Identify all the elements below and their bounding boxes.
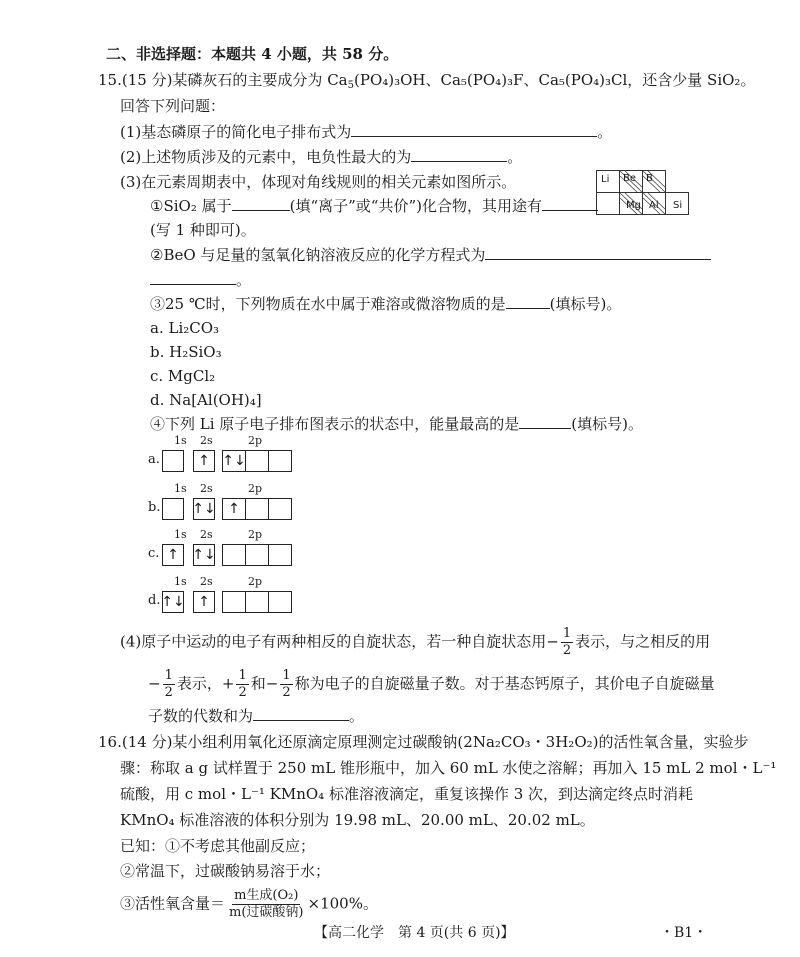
pt-b: B <box>646 173 653 184</box>
orbital-1s <box>162 450 184 472</box>
label-2s: 2s <box>200 528 213 541</box>
q15-p31-a: ①SiO₂ 属于 <box>150 197 232 215</box>
option-b: b. H₂SiO₃ <box>150 343 222 361</box>
q16-l1: (14 分)某小组利用氧化还原滴定原理测定过碳酸钠(2Na₂CO₃・3H₂O₂)的活性氧含量，实验步 <box>121 733 749 751</box>
q15-p34-hint: (填标号)。 <box>571 415 644 433</box>
label-1s: 1s <box>174 575 187 588</box>
q15-p33-hint: (填标号)。 <box>549 295 622 313</box>
paper-code: ・B1・ <box>660 925 708 941</box>
q15-p2-text: (2)上述物质涉及的元素中，电负性最大的为 <box>120 148 412 166</box>
orbital-2p-box <box>268 591 292 613</box>
orbital-2p-box <box>222 544 246 566</box>
q15-p32-text: ②BeO 与足量的氢氧化钠溶液反应的化学方程式为 <box>150 246 486 264</box>
q15-p4-b: 表示，与之相反的用 <box>575 632 711 651</box>
label-2s: 2s <box>200 482 213 495</box>
pt-mg: Mg <box>626 200 641 211</box>
q15-number: 15. <box>98 71 122 89</box>
orbital-1s: ↑↓ <box>162 591 184 613</box>
minus-sign: − <box>265 674 279 693</box>
fraction-half <box>163 668 175 701</box>
answer-blank[interactable] <box>519 414 571 429</box>
orbital-2p-box <box>245 450 269 472</box>
orbital-2p-box: ↑↓ <box>222 450 246 472</box>
periodic-table-fragment <box>596 170 692 216</box>
orbital-1s: ↑ <box>162 544 184 566</box>
q15-part3-1 <box>150 196 598 216</box>
label-2p: 2p <box>248 482 263 495</box>
orbital-2p <box>222 544 294 566</box>
option-d: d. Na[Al(OH)₄] <box>150 391 262 409</box>
label-2p: 2p <box>248 434 263 447</box>
q15-stem: 15.(15 分)某磷灰石的主要成分为 $Ca_5(PO_4)_3OH$、Ca₅(PO₄)₃F、Ca₅(PO₄)₃Cl，还含少量 SiO₂。 <box>98 71 756 91</box>
q15-part3-1c: (写 1 种即可)。 <box>150 221 256 239</box>
orbital-2s: ↑↓ <box>193 498 215 520</box>
orbital-diagram-0 <box>148 434 298 474</box>
answer-blank[interactable] <box>411 147 507 162</box>
orbital-2p-box: ↑ <box>222 498 246 520</box>
orbital-2p-box <box>245 591 269 613</box>
q15-part4-line1 <box>120 626 710 659</box>
pt-cell-empty <box>596 192 620 215</box>
frac-num: 1 <box>562 626 572 641</box>
q16-number: 16. <box>98 733 122 751</box>
q15-p4-a: (4)原子中运动的电子有两种相反的自旋状态，若一种自旋状态用 <box>120 632 547 651</box>
frac-num: 1 <box>282 668 291 683</box>
q15-part4-line2 <box>148 668 715 701</box>
section-title: 二、非选择题：本题共 4 小题，共 58 分。 <box>106 45 399 63</box>
frac-num: 1 <box>238 668 247 683</box>
label-2s: 2s <box>200 434 213 447</box>
label-2s: 2s <box>200 575 213 588</box>
pt-cell-li <box>596 170 620 193</box>
pt-al: Al <box>649 200 659 211</box>
answer-blank[interactable] <box>542 196 598 211</box>
pt-cell-si <box>665 192 689 215</box>
orbital-2p <box>222 450 294 472</box>
orbital-2p-box <box>268 544 292 566</box>
answer-blank[interactable] <box>485 245 711 260</box>
q16-known-3 <box>120 888 378 921</box>
q15-p4-c: 表示， <box>176 674 222 693</box>
fraction-half <box>280 668 292 701</box>
fraction-half <box>236 668 248 701</box>
orbital-2s: ↑ <box>193 450 215 472</box>
frac-den: 2 <box>282 685 291 700</box>
q16-k3-a: ③活性氧含量＝ <box>120 894 226 913</box>
diagram-label: c. <box>148 546 160 561</box>
q15-part3-2-cont: 。 <box>150 270 251 290</box>
label-1s: 1s <box>174 482 187 495</box>
pt-cell-b <box>642 170 666 193</box>
q15-score: (15 分) <box>121 71 173 89</box>
q15-part1: (1)基态磷原子的简化电子排布式为 。 <box>120 123 613 141</box>
pt-si: Si <box>673 200 683 211</box>
label-1s: 1s <box>174 528 187 541</box>
orbital-diagram-2 <box>148 528 298 568</box>
pt-cell-be <box>619 170 643 193</box>
orbital-diagram-3 <box>148 575 298 615</box>
q16-line1 <box>98 732 749 752</box>
answer-blank[interactable] <box>232 196 290 211</box>
q15-part4-line3: 子数的代数和为 。 <box>148 707 365 725</box>
q15-part2: (2)上述物质涉及的元素中，电负性最大的为 。 <box>120 148 523 166</box>
frac-num: 1 <box>164 668 173 683</box>
q15-part3-4 <box>150 414 643 434</box>
q15-formula: (PO₄)₃OH、Ca₅(PO₄)₃F、Ca₅(PO₄)₃Cl，还含少量 SiO₂。 <box>354 71 756 89</box>
orbital-2p-box <box>222 591 246 613</box>
q15-p4-e: 称为电子的自旋磁量子数。对于基态钙原子，其价电子自旋磁量 <box>294 674 715 693</box>
answer-blank[interactable] <box>253 706 349 721</box>
option-a: a. Li₂CO₃ <box>150 319 220 337</box>
q16-line2: 骤：称取 a g 试样置于 250 mL 锥形瓶中，加入 60 mL 水使之溶解；再加入 15 mL 2 mol・L⁻¹ <box>120 759 777 777</box>
q15-prompt: 回答下列问题： <box>120 97 226 115</box>
pt-cell-al <box>642 192 666 215</box>
orbital-diagram-1 <box>148 482 298 522</box>
frac-denominator: m(过碳酸钠) <box>229 905 304 920</box>
q16-k3-b: ×100%。 <box>307 894 378 913</box>
q15-stem-text: 某磷灰石的主要成分为 Ca <box>172 71 348 89</box>
q15-p4-d: 和 <box>250 674 266 693</box>
frac-den: 2 <box>164 685 173 700</box>
q15-p34-text: ④下列 Li 原子电子排布图表示的状态中，能量最高的是 <box>150 415 520 433</box>
q15-part3-2 <box>150 245 711 265</box>
label-2p: 2p <box>248 528 263 541</box>
orbital-2s: ↑↓ <box>193 544 215 566</box>
page-footer: 【高二化学 第 4 页(共 6 页)】 <box>314 925 515 941</box>
orbital-2p-box <box>245 544 269 566</box>
orbital-2p-box <box>268 498 292 520</box>
orbital-2p <box>222 591 294 613</box>
diagram-label: d. <box>148 593 161 608</box>
q15-p4-f: 子数的代数和为 <box>148 707 254 725</box>
q15-p33-text: ③25 ℃时，下列物质在水中属于难溶或微溶物质的是 <box>150 295 506 313</box>
frac-den: 2 <box>562 643 572 658</box>
answer-blank[interactable] <box>506 294 550 309</box>
orbital-1s <box>162 498 184 520</box>
pt-li: Li <box>601 174 610 185</box>
diagram-label: b. <box>148 500 161 515</box>
q15-p1-text: (1)基态磷原子的简化电子排布式为 <box>120 123 352 141</box>
label-1s: 1s <box>174 434 187 447</box>
q16-line4: KMnO₄ 标准溶液的体积分别为 19.98 mL、20.00 mL、20.02 mL。 <box>120 811 595 829</box>
minus-sign: − <box>148 674 161 693</box>
pt-cell-mg <box>619 192 643 215</box>
frac-numerator: m生成(O₂) <box>234 888 299 903</box>
label-2p: 2p <box>248 575 263 588</box>
pt-be: Be <box>623 173 637 184</box>
frac-den: 2 <box>238 685 247 700</box>
minus-sign: − <box>546 632 559 651</box>
orbital-2s: ↑ <box>193 591 215 613</box>
orbital-2p <box>222 498 294 520</box>
orbital-2p-box <box>268 450 292 472</box>
active-oxygen-fraction <box>227 888 305 921</box>
plus-sign: + <box>221 674 235 693</box>
answer-blank[interactable] <box>351 122 597 137</box>
q15-part3-3 <box>150 294 621 314</box>
q16-known-1: 已知：①不考虑其他副反应； <box>120 837 316 855</box>
fraction-half <box>561 626 573 659</box>
option-c: c. MgCl₂ <box>150 367 216 385</box>
diagram-label: a. <box>148 452 160 467</box>
q15-p31-b: (填“离子”或“共价”)化合物，其用途有 <box>289 197 542 215</box>
orbital-2p-box <box>245 498 269 520</box>
q16-line3: 硫酸，用 c mol・L⁻¹ KMnO₄ 标准溶液滴定，重复该操作 3 次，到达滴定终点时消耗 <box>120 785 694 803</box>
q16-known-2: ②常温下，过碳酸钠易溶于水； <box>120 862 331 880</box>
q15-part3-intro: (3)在元素周期表中，体现对角线规则的相关元素如图所示。 <box>120 173 517 191</box>
answer-blank[interactable] <box>150 270 236 285</box>
